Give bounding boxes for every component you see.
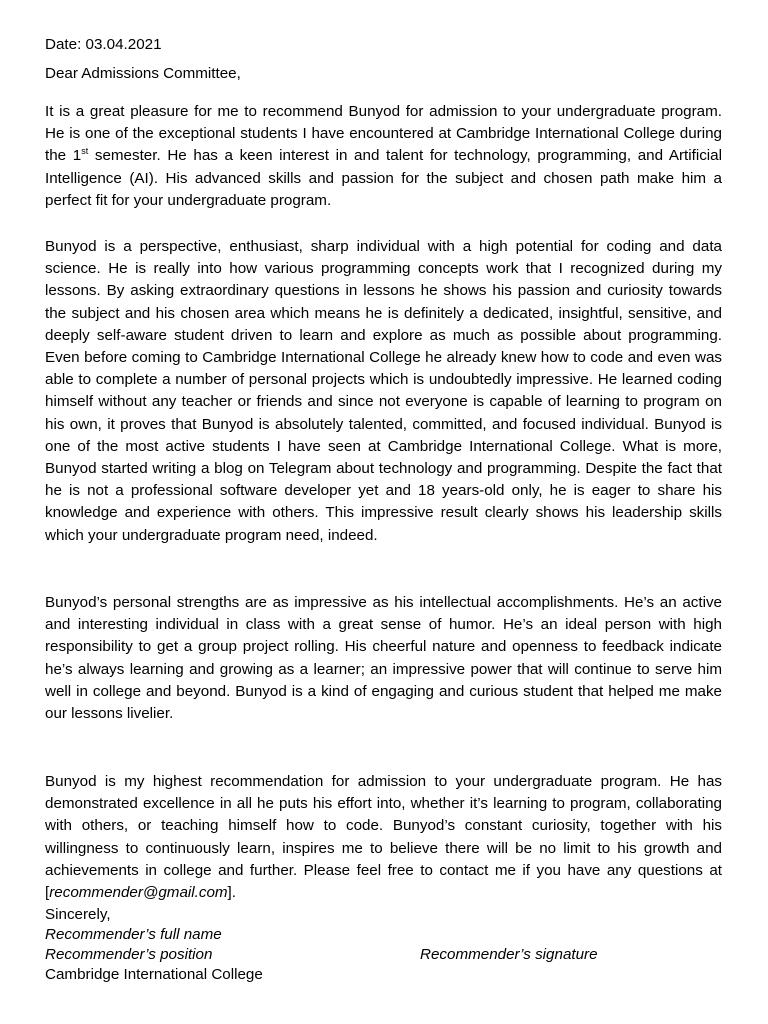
recommender-position: Recommender’s position — [45, 946, 213, 963]
closing-block — [45, 905, 263, 985]
paragraph-recommendation-text: Bunyod is my highest recommendation for admission to your undergraduate program. He has demonstrated excellence in all he puts his effort into, whether it’s learning to program, collaborating with others, or teaching himself how to code. Bunyod’s constant curiosity, together with his willingness to continuously learn, inspires me to believe there will be no limit to his growth and achievements in college and further. Please feel free to contact me if you have any questions at [ — [45, 773, 722, 902]
contact-email: recommender@gmail.com — [49, 884, 228, 902]
sign-off: Sincerely, — [45, 906, 111, 923]
paragraph-recommendation — [45, 771, 722, 904]
paragraph-recommendation-end: ]. — [227, 884, 236, 902]
paragraph-intro-text-cont: semester. He has a keen interest in and talent for technology, programming, and Artificial Intelligence (AI). His advanced skills and passion for the subject and chosen path make him a perfect fit for your undergraduate program. — [45, 147, 722, 209]
recommender-signature: Recommender’s signature — [420, 946, 598, 963]
paragraph-intro-text: It is a great pleasure for me to recommend Bunyod for admission to your undergraduate program. He is one of the exceptional students I have encountered at Cambridge International College during the 1 — [45, 103, 722, 165]
salutation: Dear Admissions Committee, — [45, 65, 241, 82]
ordinal-superscript: st — [81, 146, 89, 157]
recommender-full-name: Recommender’s full name — [45, 926, 222, 943]
paragraph-personal-strengths: Bunyod’s personal strengths are as impressive as his intellectual accomplishments. He’s an active and interesting individual in class with a great sense of humor. He’s an ideal person with high responsibility to get a group project rolling. His cheerful nature and openness to feedback indicate he’s always learning and growing as a learner; an impressive power that will continue to serve him well in college and beyond. Bunyod is a kind of engaging and curious student that helped me make our lessons livelier. — [45, 594, 722, 723]
paragraph-abilities: Bunyod is a perspective, enthusiast, sharp individual with a high potential for coding and data science. He is really into how various programming concepts work that I recognized during my lessons. By asking extraordinary questions in lessons he shows his passion and curiosity towards the subject and his chosen area which means he is definitely a dedicated, insightful, sensitive, and deeply self-aware student driven to learn and explore as much as possible about programming. Even before coming to Cambridge International College he already knew how to code and even was able to complete a number of personal projects which is undoubtedly impressive. He learned coding himself without any teacher or friends and since not everyone is capable of learning to program on his own, it proves that Bunyod is absolutely talented, committed, and focused individual. Bunyod is one of the most active students I have seen at Cambridge International College. What is more, Bunyod started writing a blog on Telegram about technology and programming. Despite the fact that he is not a professional software developer yet and 18 years-old only, he is eager to share his knowledge and experience with others. This impressive result clearly shows his leadership skills which your undergraduate program need, indeed. — [45, 238, 722, 544]
recommender-institution: Cambridge International College — [45, 966, 263, 983]
paragraph-intro — [45, 101, 722, 212]
letter-date: Date: 03.04.2021 — [45, 36, 162, 53]
